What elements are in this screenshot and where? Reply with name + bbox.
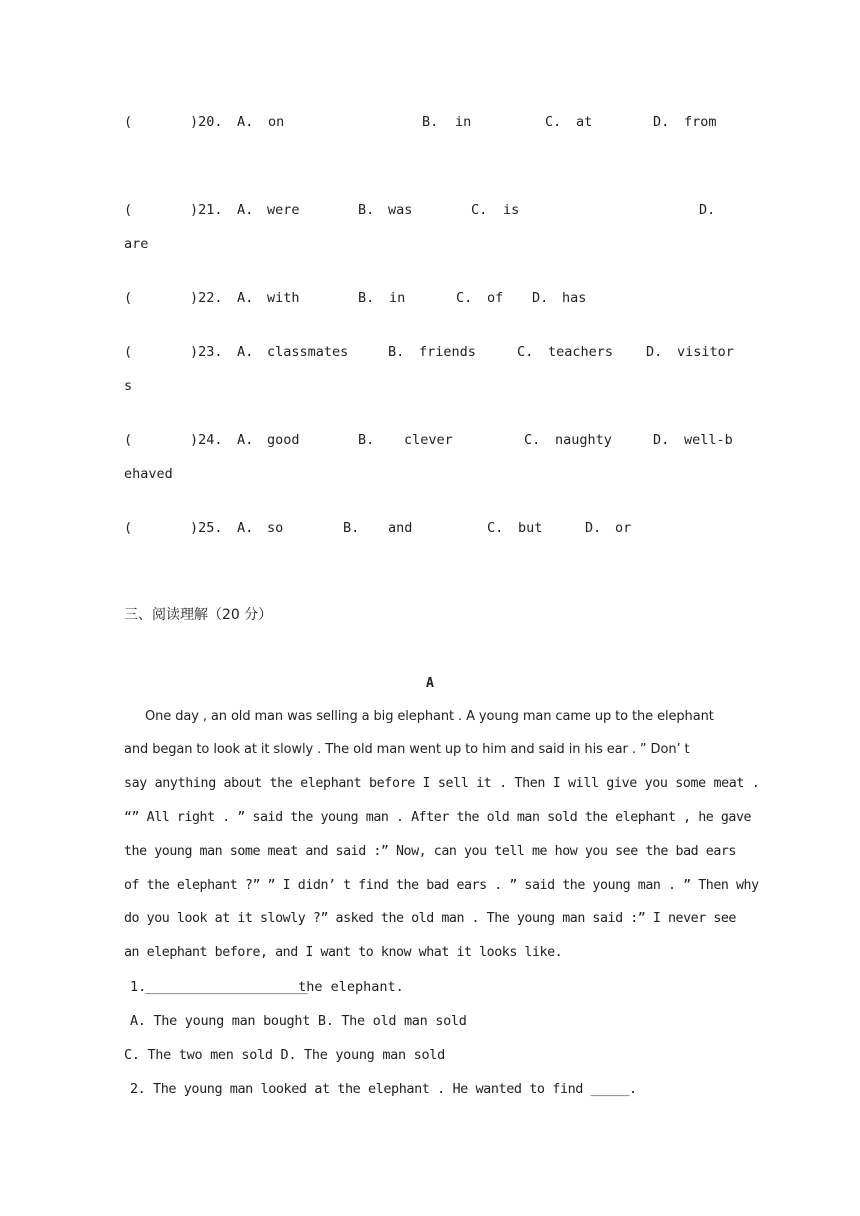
- option-text: good: [267, 432, 300, 448]
- option-text: was: [388, 202, 413, 218]
- section-heading: 三、阅读理解（20 分）: [124, 607, 273, 623]
- option-label: C.: [524, 432, 541, 448]
- answer-options-line: A. The young man bought B. The old man sold: [130, 1013, 467, 1029]
- option-text: well-b: [684, 432, 733, 448]
- paren-open: (: [124, 344, 133, 360]
- option-label: A.: [237, 520, 254, 536]
- option-text: clever: [404, 432, 453, 448]
- question-text: the elephant.: [290, 979, 404, 995]
- passage-line: “” All right . ” said the young man . After the old man sold the elephant , he gave: [124, 810, 752, 825]
- passage-line: do you look at it slowly ?” asked the old man . The young man said :” I never see: [124, 911, 736, 926]
- option-text: in: [389, 290, 406, 306]
- option-label: A.: [237, 114, 254, 130]
- answer-blank: ____________________: [145, 979, 308, 995]
- answer-options-line: C. The two men sold D. The young man sold: [124, 1047, 445, 1063]
- option-label: C.: [487, 520, 504, 536]
- option-text: of: [487, 290, 504, 306]
- reading-question-2: 2. The young man looked at the elephant . He wanted to find _____.: [130, 1081, 637, 1097]
- option-text-wrapped: ehaved: [124, 466, 173, 482]
- passage-line: an elephant before, and I want to know what it looks like.: [124, 945, 563, 960]
- option-text: or: [615, 520, 632, 536]
- option-label: C.: [517, 344, 534, 360]
- passage-line: One day , an old man was selling a big elephant . A young man came up to the elephant: [145, 709, 714, 724]
- option-label: B.: [422, 114, 439, 130]
- passage-line: say anything about the elephant before I sell it . Then I will give you some meat .: [124, 776, 760, 791]
- question-number: )20.: [190, 114, 223, 130]
- option-text-wrapped: are: [124, 236, 149, 252]
- option-label: C.: [471, 202, 488, 218]
- option-text: and: [388, 520, 413, 536]
- option-label: D.: [585, 520, 602, 536]
- option-label: D.: [646, 344, 663, 360]
- option-text: so: [267, 520, 284, 536]
- option-label: D.: [653, 432, 670, 448]
- paren-open: (: [124, 520, 133, 536]
- passage-line: and began to look at it slowly . The old man went up to him and said in his ear . ” Don’ t: [124, 742, 690, 757]
- question-number: )21.: [190, 202, 223, 218]
- question-number: )22.: [190, 290, 223, 306]
- option-label: B.: [388, 344, 405, 360]
- option-label: D.: [532, 290, 549, 306]
- option-text: from: [684, 114, 717, 130]
- option-label: B.: [358, 432, 375, 448]
- option-text: but: [518, 520, 543, 536]
- paren-open: (: [124, 290, 133, 306]
- question-number: )23.: [190, 344, 223, 360]
- option-label: D.: [699, 202, 716, 218]
- option-label: A.: [237, 202, 254, 218]
- question-number: )25.: [190, 520, 223, 536]
- option-label: A.: [237, 344, 254, 360]
- option-text: with: [267, 290, 300, 306]
- option-text: has: [562, 290, 587, 306]
- option-text: on: [268, 114, 285, 130]
- passage-line: of the elephant ?” ” I didn’ t find the bad ears . ” said the young man . ” Then why: [124, 878, 759, 893]
- option-label: A.: [237, 432, 254, 448]
- option-text: is: [503, 202, 520, 218]
- option-label: A.: [237, 290, 254, 306]
- passage-title: A: [425, 675, 435, 691]
- question-number: 1.: [130, 979, 147, 995]
- option-label: C.: [456, 290, 473, 306]
- passage-line: the young man some meat and said :” Now, can you tell me how you see the bad ears: [124, 844, 736, 859]
- option-text: at: [576, 114, 593, 130]
- option-text: visitor: [677, 344, 734, 360]
- option-label: C.: [545, 114, 562, 130]
- option-text: friends: [419, 344, 476, 360]
- option-label: B.: [343, 520, 360, 536]
- option-label: D.: [653, 114, 670, 130]
- option-text: classmates: [267, 344, 349, 360]
- option-text: in: [455, 114, 472, 130]
- paren-open: (: [124, 432, 133, 448]
- question-number: )24.: [190, 432, 223, 448]
- paren-open: (: [124, 114, 133, 130]
- option-text: were: [267, 202, 300, 218]
- option-label: B.: [358, 290, 375, 306]
- option-text-wrapped: s: [124, 378, 133, 394]
- option-label: B.: [358, 202, 375, 218]
- paren-open: (: [124, 202, 133, 218]
- option-text: teachers: [548, 344, 614, 360]
- option-text: naughty: [555, 432, 612, 448]
